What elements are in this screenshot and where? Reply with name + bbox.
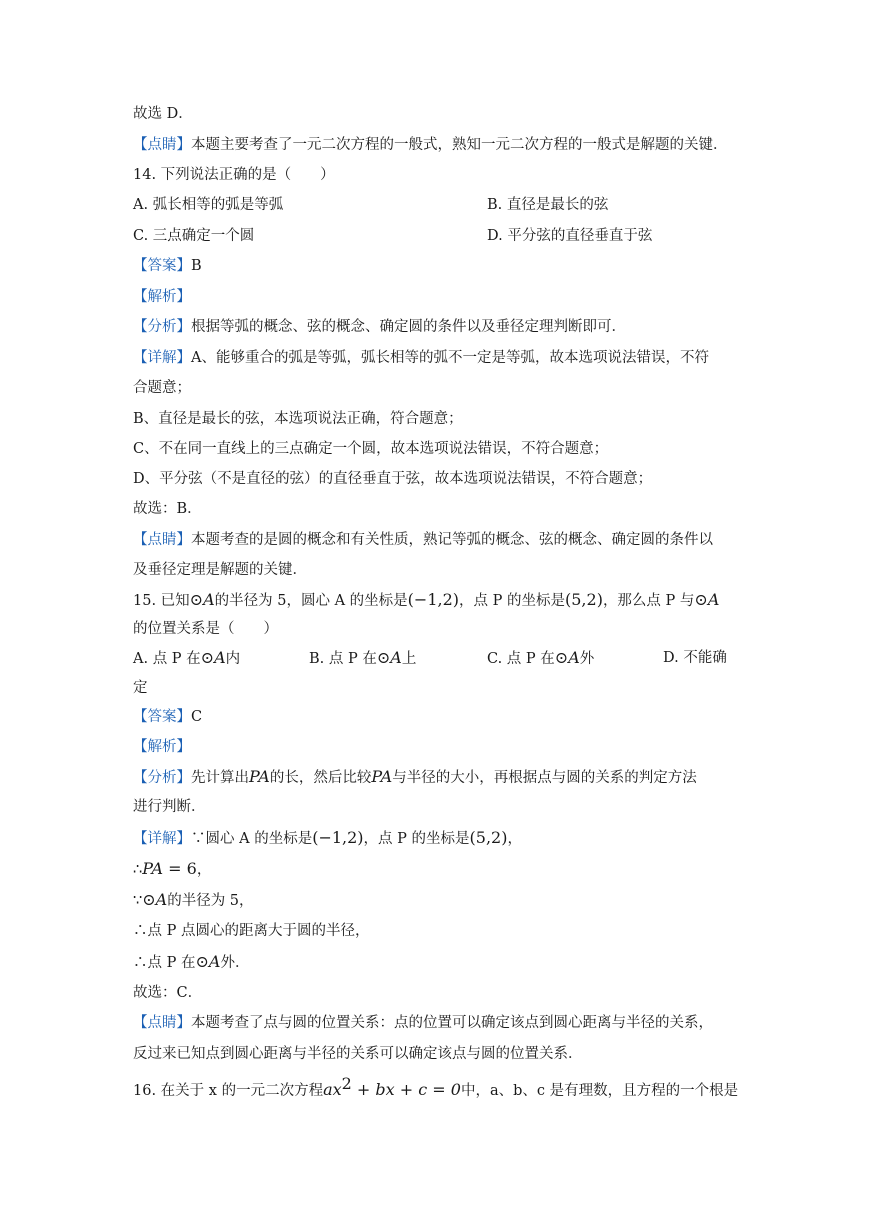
option-text: C. 点 P 在 xyxy=(487,651,555,667)
xiangjie-text: B、直径是最长的弦，本选项说法正确，符合题意； xyxy=(133,411,463,427)
text-line xyxy=(133,104,737,124)
equation-math: = 6 xyxy=(163,859,197,878)
question-text: 中，a、b、c 是有理数，且方程的一个根是 xyxy=(460,1082,739,1099)
equation-math: + bx + c = 0 xyxy=(351,1079,461,1099)
answer-value: B xyxy=(191,258,202,274)
text-line xyxy=(133,560,737,580)
option-c xyxy=(133,226,254,246)
conclusion-text: 故选 D． xyxy=(133,106,193,122)
therefore-symbol: ∴ xyxy=(133,862,143,878)
xiangjie-text: ∴点 P 点圆心的距离大于圆的半径， xyxy=(133,923,370,939)
option-text: 外 xyxy=(579,651,595,667)
answer-tag: 【答案】 xyxy=(133,258,191,274)
fenxi-tag: 【分析】 xyxy=(133,770,191,786)
xiangjie-text: ， xyxy=(507,831,522,847)
question-text: 的半径为 5，圆心 A 的坐标是 xyxy=(214,593,408,609)
comment-text: 及垂径定理是解题的关键． xyxy=(133,562,307,578)
text-line xyxy=(133,859,737,880)
pa-math: PA xyxy=(142,859,164,878)
analysis-tag: 【解析】 xyxy=(133,739,191,755)
xiangjie-line xyxy=(133,828,737,849)
xiangjie-text: ，点 P 的坐标是 xyxy=(363,831,470,847)
circle-a-math: ⊙A xyxy=(195,952,221,971)
dianjing-tag: 【点睛】 xyxy=(133,532,191,548)
circle-a-math: ⊙A xyxy=(200,648,226,667)
option-text: 内 xyxy=(225,651,241,667)
text-line xyxy=(133,797,737,817)
xiangjie-text: ∵圆心 A 的坐标是 xyxy=(191,831,313,847)
xiangjie-text: 外． xyxy=(220,955,250,971)
option-text: B. 直径是最长的弦 xyxy=(487,197,609,213)
answer-tag: 【答案】 xyxy=(133,709,191,725)
text-line xyxy=(133,952,737,973)
circle-a-math: ⊙A xyxy=(189,590,215,609)
question-text: 15. 已知 xyxy=(133,593,190,609)
xiangjie-text: 的半径为 5， xyxy=(167,893,254,909)
coord-p-math: (5,2) xyxy=(469,828,508,847)
text-line xyxy=(133,469,737,489)
conclusion-text: 故选：B． xyxy=(133,501,202,517)
xiangjie-line xyxy=(133,348,737,368)
fenxi-tag: 【分析】 xyxy=(133,319,191,335)
circle-a-math: ⊙A xyxy=(554,648,580,667)
question-text: 的位置关系是（ ） xyxy=(133,621,278,637)
option-text: C. 三点确定一个圆 xyxy=(133,228,255,244)
pa-math: PA xyxy=(371,767,393,786)
xiangjie-tag: 【详解】 xyxy=(133,350,191,366)
option-a xyxy=(133,195,283,215)
text-line xyxy=(133,378,737,398)
answer-line xyxy=(133,256,737,276)
option-text: A. 点 P 在 xyxy=(133,651,201,667)
coord-p-math: (5,2) xyxy=(565,590,603,609)
comment-text: 本题主要考查了一元二次方程的一般式，熟知一元二次方程的一般式是解题的关键． xyxy=(191,137,728,153)
question-text: ，那么点 P 与 xyxy=(602,593,695,609)
comment-text: 反过来已知点到圆心距离与半径的关系可以确定该点与圆的位置关系． xyxy=(133,1046,583,1062)
xiangjie-tag: 【详解】 xyxy=(133,831,191,847)
because-symbol: ∵ xyxy=(133,893,143,909)
option-a xyxy=(133,648,240,669)
fenxi-line xyxy=(133,317,737,337)
option-text: 上 xyxy=(401,651,417,667)
fenxi-text: 与半径的大小，再根据点与圆的关系的判定方法 xyxy=(392,770,697,786)
analysis-header xyxy=(133,287,737,307)
option-b xyxy=(487,195,608,215)
circle-a-math: ⊙A xyxy=(142,890,168,909)
text-line xyxy=(133,499,737,519)
comment-line xyxy=(133,1013,737,1033)
text-line xyxy=(133,619,737,639)
fenxi-line xyxy=(133,767,737,788)
question-text: ，点 P 的坐标是 xyxy=(459,593,565,609)
option-c xyxy=(487,648,594,669)
question-14 xyxy=(133,165,737,185)
coord-a-math: (−1,2) xyxy=(407,590,460,609)
comment-line xyxy=(133,530,737,550)
comment-text: 本题考查的是圆的概念和有关性质，熟记等弧的概念、弦的概念、确定圆的条件以 xyxy=(191,532,713,548)
text-line xyxy=(133,409,737,429)
analysis-tag: 【解析】 xyxy=(133,289,191,305)
circle-a-math: ⊙A xyxy=(694,590,720,609)
exponent: 2 xyxy=(341,1074,352,1093)
question-15 xyxy=(133,590,737,611)
circle-a-math: ⊙A xyxy=(376,648,402,667)
text-line xyxy=(133,678,737,698)
fenxi-text: 根据等弧的概念、弦的概念、确定圆的条件以及垂径定理判断即可． xyxy=(191,319,626,335)
xiangjie-text: ， xyxy=(196,862,212,878)
answer-line xyxy=(133,707,737,727)
option-b xyxy=(309,648,416,669)
coord-a-math: (−1,2) xyxy=(312,828,364,847)
analysis-header xyxy=(133,737,737,757)
option-d xyxy=(487,226,652,246)
xiangjie-text: D、平分弦（不是直径的弦）的直径垂直于弦，故本选项说法错误，不符合题意； xyxy=(133,471,653,487)
question-16 xyxy=(133,1074,737,1101)
xiangjie-text: A、能够重合的弧是等弧，弧长相等的弧不一定是等弧，故本选项说法错误，不符 xyxy=(191,350,709,366)
comment-text: 本题考查了点与圆的位置关系：点的位置可以确定该点到圆心距离与半径的关系， xyxy=(191,1015,713,1031)
equation-math: ax xyxy=(323,1079,342,1099)
xiangjie-text: 合题意； xyxy=(133,380,191,396)
comment-line xyxy=(133,135,737,155)
option-text: D. 平分弦的直径垂直于弦 xyxy=(487,228,653,244)
text-line xyxy=(133,921,737,941)
option-text: A. 弧长相等的弧是等弧 xyxy=(133,197,284,213)
dianjing-tag: 【点睛】 xyxy=(133,137,191,153)
xiangjie-text: ∴点 P 在 xyxy=(133,955,196,971)
text-line xyxy=(133,890,737,911)
conclusion-text: 故选：C． xyxy=(133,985,203,1001)
question-text: 16. 在关于 x 的一元二次方程 xyxy=(133,1082,324,1099)
fenxi-text: 进行判断． xyxy=(133,799,206,815)
xiangjie-text: C、不在同一直线上的三点确定一个圆，故本选项说法错误，不符合题意； xyxy=(133,441,609,457)
dianjing-tag: 【点睛】 xyxy=(133,1015,191,1031)
answer-value: C xyxy=(191,709,203,725)
option-text: D. 不能确 xyxy=(663,650,727,666)
text-line xyxy=(133,983,737,1003)
option-text: B. 点 P 在 xyxy=(309,651,377,667)
pa-math: PA xyxy=(249,767,270,786)
fenxi-text: 的长，然后比较 xyxy=(269,770,372,786)
text-line xyxy=(133,1044,737,1064)
question-text: 14. 下列说法正确的是（ ） xyxy=(133,167,335,183)
option-d xyxy=(663,648,727,668)
text-line xyxy=(133,439,737,459)
fenxi-text: 先计算出 xyxy=(191,770,249,786)
option-text: 定 xyxy=(133,680,148,696)
